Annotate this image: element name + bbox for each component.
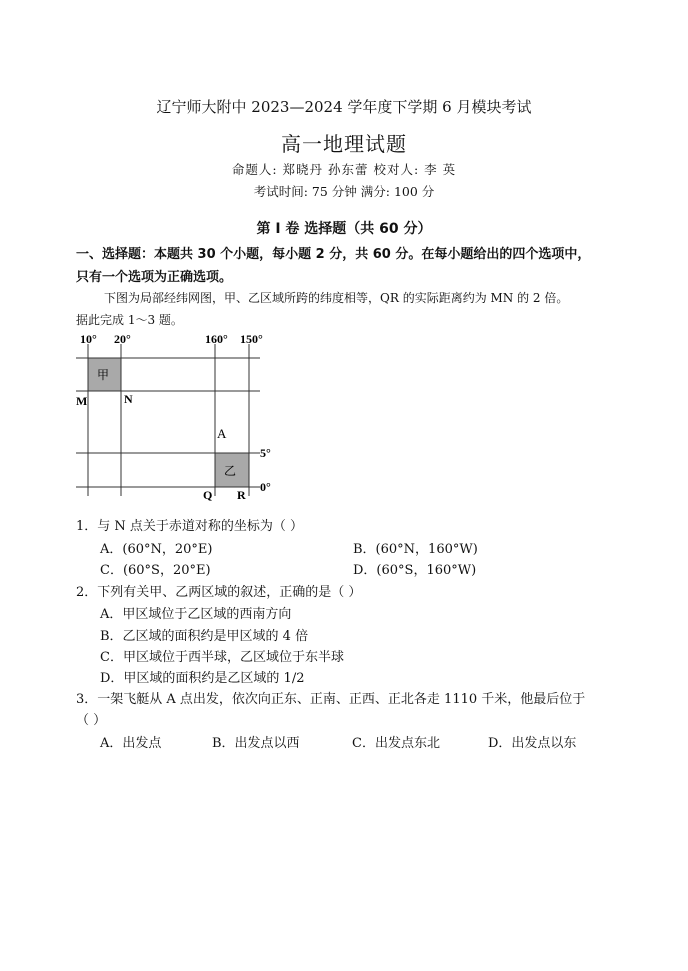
intro-line-2: 据此完成 1～3 题。: [76, 313, 183, 327]
point-label-n: N: [124, 392, 133, 406]
instruction-line-1: 一、选择题：本题共 30 个小题，每小题 2 分，共 60 分。在每小题给出的四个选项中，: [76, 247, 591, 262]
question-2-option-a[interactable]: A．甲区域位于乙区域的西南方向: [100, 607, 292, 622]
lon-label-160: 160°: [205, 332, 228, 346]
authors-line: 命题人: 郑晓丹 孙东蕾 校对人: 李 英: [231, 162, 457, 177]
question-2-option-d[interactable]: D．甲区域的面积约是乙区域的 1/2: [100, 671, 305, 686]
question-3-stem-line-1: 3．一架飞艇从 A 点出发，依次向正东、正南、正西、正北各走 1110 千米，他最后位于: [76, 692, 586, 707]
question-3-option-c[interactable]: C．出发点东北: [352, 736, 440, 751]
question-3-option-a[interactable]: A．出发点: [100, 736, 162, 751]
region-label-yi: 乙: [224, 464, 237, 478]
school-header: 辽宁师大附中 2023—2024 学年度下学期 6 月模块考试: [156, 98, 532, 116]
instruction-line-2: 只有一个选项为正确选项。: [76, 270, 233, 285]
question-1-option-c[interactable]: C．(60°S，20°E): [100, 563, 211, 578]
lon-label-20: 20°: [114, 332, 131, 346]
region-label-jia: 甲: [97, 368, 110, 382]
question-2-option-b[interactable]: B．乙区域的面积约是甲区域的 4 倍: [100, 629, 309, 644]
point-label-q: Q: [203, 488, 213, 502]
question-2-stem: 2．下列有关甲、乙两区域的叙述，正确的是（ ）: [76, 585, 362, 600]
lat-label-5: 5°: [260, 446, 271, 460]
question-1-option-b[interactable]: B．(60°N，160°W): [353, 542, 478, 557]
question-1-option-d[interactable]: D．(60°S，160°W): [353, 563, 477, 578]
question-3-stem-line-2: （ ）: [76, 713, 107, 728]
exam-title: 高一地理试题: [281, 132, 407, 156]
point-label-m: M: [76, 394, 88, 408]
question-3-option-d[interactable]: D．出发点以东: [488, 736, 577, 751]
lat-label-0: 0°: [260, 480, 271, 494]
question-3-option-b[interactable]: B．出发点以西: [212, 736, 300, 751]
time-info: 考试时间: 75 分钟 满分: 100 分: [253, 184, 435, 199]
lon-label-150: 150°: [240, 332, 263, 346]
point-label-r: R: [237, 488, 246, 502]
question-1-stem: 1．与 N 点关于赤道对称的坐标为（ ）: [76, 519, 304, 534]
question-2-option-c[interactable]: C．甲区域位于西半球，乙区域位于东半球: [100, 650, 344, 665]
question-1-option-a[interactable]: A．(60°N，20°E): [100, 542, 213, 557]
graticule-figure: [60, 328, 300, 508]
point-label-a: A: [217, 426, 227, 441]
intro-line-1: 下图为局部经纬网图，甲、乙区域所跨的纬度相等，QR 的实际距离约为 MN 的 2 倍。: [104, 291, 569, 305]
lon-label-10: 10°: [80, 332, 97, 346]
section-title: 第 Ⅰ 卷 选择题（共 60 分）: [256, 221, 432, 237]
